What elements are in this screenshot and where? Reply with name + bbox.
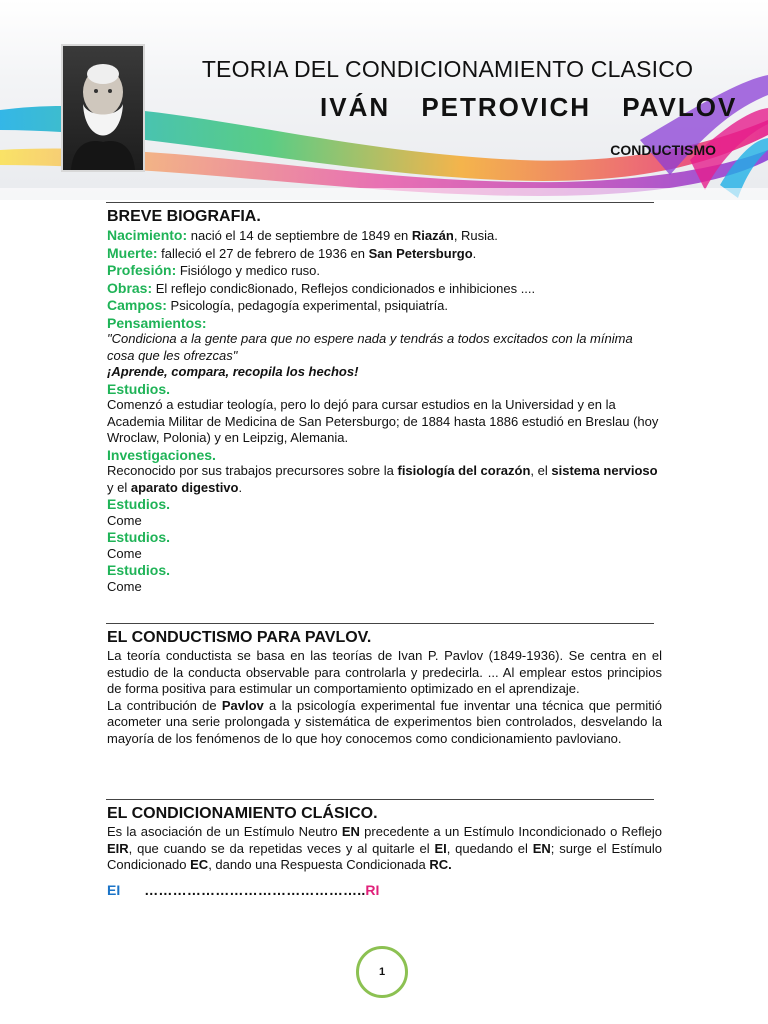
- pavlov-portrait: [61, 44, 145, 172]
- death-line: Muerte: falleció el 27 de febrero de 1936 en San Petersburgo.: [107, 244, 477, 261]
- portrait-photo-icon: [63, 46, 143, 170]
- classical-conditioning-section: [107, 804, 662, 874]
- biography-section: [107, 207, 662, 595]
- author-name: IVÁN PETROVICH PAVLOV: [320, 92, 738, 122]
- extra-studies-text: Come: [107, 545, 142, 561]
- fields-line: Campos: Psicología, pedagogía experimental, psiquiatría.: [107, 297, 449, 313]
- studies-text: Comenzó a estudiar teología, pero lo dejó para cursar estudios en la Universidad y en la Academia Militar de Medicina de San Petersburgo; de 1884 hasta 1886 estudió en Breslau (hoy Wroclaw, Polonia) y en Leipzig, Alemania.: [107, 397, 659, 445]
- profession-line: Profesión: Fisiólogo y medico ruso.: [107, 262, 321, 278]
- document-subtitle: CONDUCTISMO: [610, 142, 716, 158]
- works-line: Obras: El reflejo condic8ionado, Reflejos condicionados e inhibiciones ....: [107, 279, 536, 296]
- research-text: Reconocido por sus trabajos precursores sobre la fisiología del corazón, el sistema nervioso y el aparato digestivo.: [107, 463, 658, 495]
- extra-studies-text: Come: [107, 512, 142, 528]
- divider: [106, 799, 654, 800]
- section-title: EL CONDUCTISMO PARA PAVLOV.: [107, 629, 372, 646]
- section-title: BREVE BIOGRAFIA.: [107, 208, 261, 225]
- page-number: 1: [356, 946, 408, 998]
- divider: [106, 623, 654, 624]
- dotted-leader: ………………………………………..: [144, 882, 366, 898]
- ei-label: EI: [107, 882, 121, 898]
- thoughts-motto: ¡Aprende, compara, recopila los hechos!: [107, 364, 359, 379]
- extra-studies-label: Estudios.: [107, 562, 171, 578]
- extra-studies-label: Estudios.: [107, 529, 171, 545]
- classical-conditioning-text: Es la asociación de un Estímulo Neutro EN precedente a un Estímulo Incondicionado o Reflejo EIR, que cuando se da repetidas veces y al quitarle el EI, quedando el EN; surge el Estímulo Condicionado EC, dando una Respuesta Condicionada RC.: [107, 824, 663, 872]
- divider: [106, 202, 654, 203]
- behaviorism-paragraph-1: La teoría conductista se basa en las teorías de Ivan P. Pavlov (1849-1936). Se centra en el estudio de la conducta observable para controlarla y predecirla. ... Al emplear estos principios de forma positiva para estimular un comportamiento optimizado en el aprendizaje.: [107, 648, 662, 696]
- extra-studies-text: Come: [107, 578, 142, 594]
- behaviorism-section: [107, 628, 662, 747]
- ri-label: RI: [365, 882, 380, 898]
- studies-label: Estudios.: [107, 380, 171, 397]
- behaviorism-paragraph-2: La contribución de Pavlov a la psicología experimental fue inventar una técnica que permitió acometer una serie prolongada y sistemática de experimentos bien controlados, desvelando la mayoría de los fenómenos de lo que hoy conocemos como condicionamiento pavloviano.: [107, 697, 662, 746]
- header-banner: [0, 0, 768, 200]
- section-title: EL CONDICIONAMIENTO CLÁSICO.: [107, 805, 378, 822]
- thoughts-label: Pensamientos:: [107, 314, 207, 331]
- birth-line: Nacimiento: nació el 14 de septiembre de 1849 en Riazán, Rusia.: [107, 227, 498, 243]
- thoughts-quote: "Condiciona a la gente para que no espere nada y tendrás a todos excitados con la mínima cosa que les ofrezcas": [107, 331, 633, 363]
- document-title: TEORIA DEL CONDICIONAMIENTO CLASICO: [201, 56, 694, 82]
- extra-studies-label: Estudios.: [107, 496, 171, 512]
- stimulus-response-row: [107, 882, 379, 898]
- research-label: Investigaciones.: [107, 446, 216, 463]
